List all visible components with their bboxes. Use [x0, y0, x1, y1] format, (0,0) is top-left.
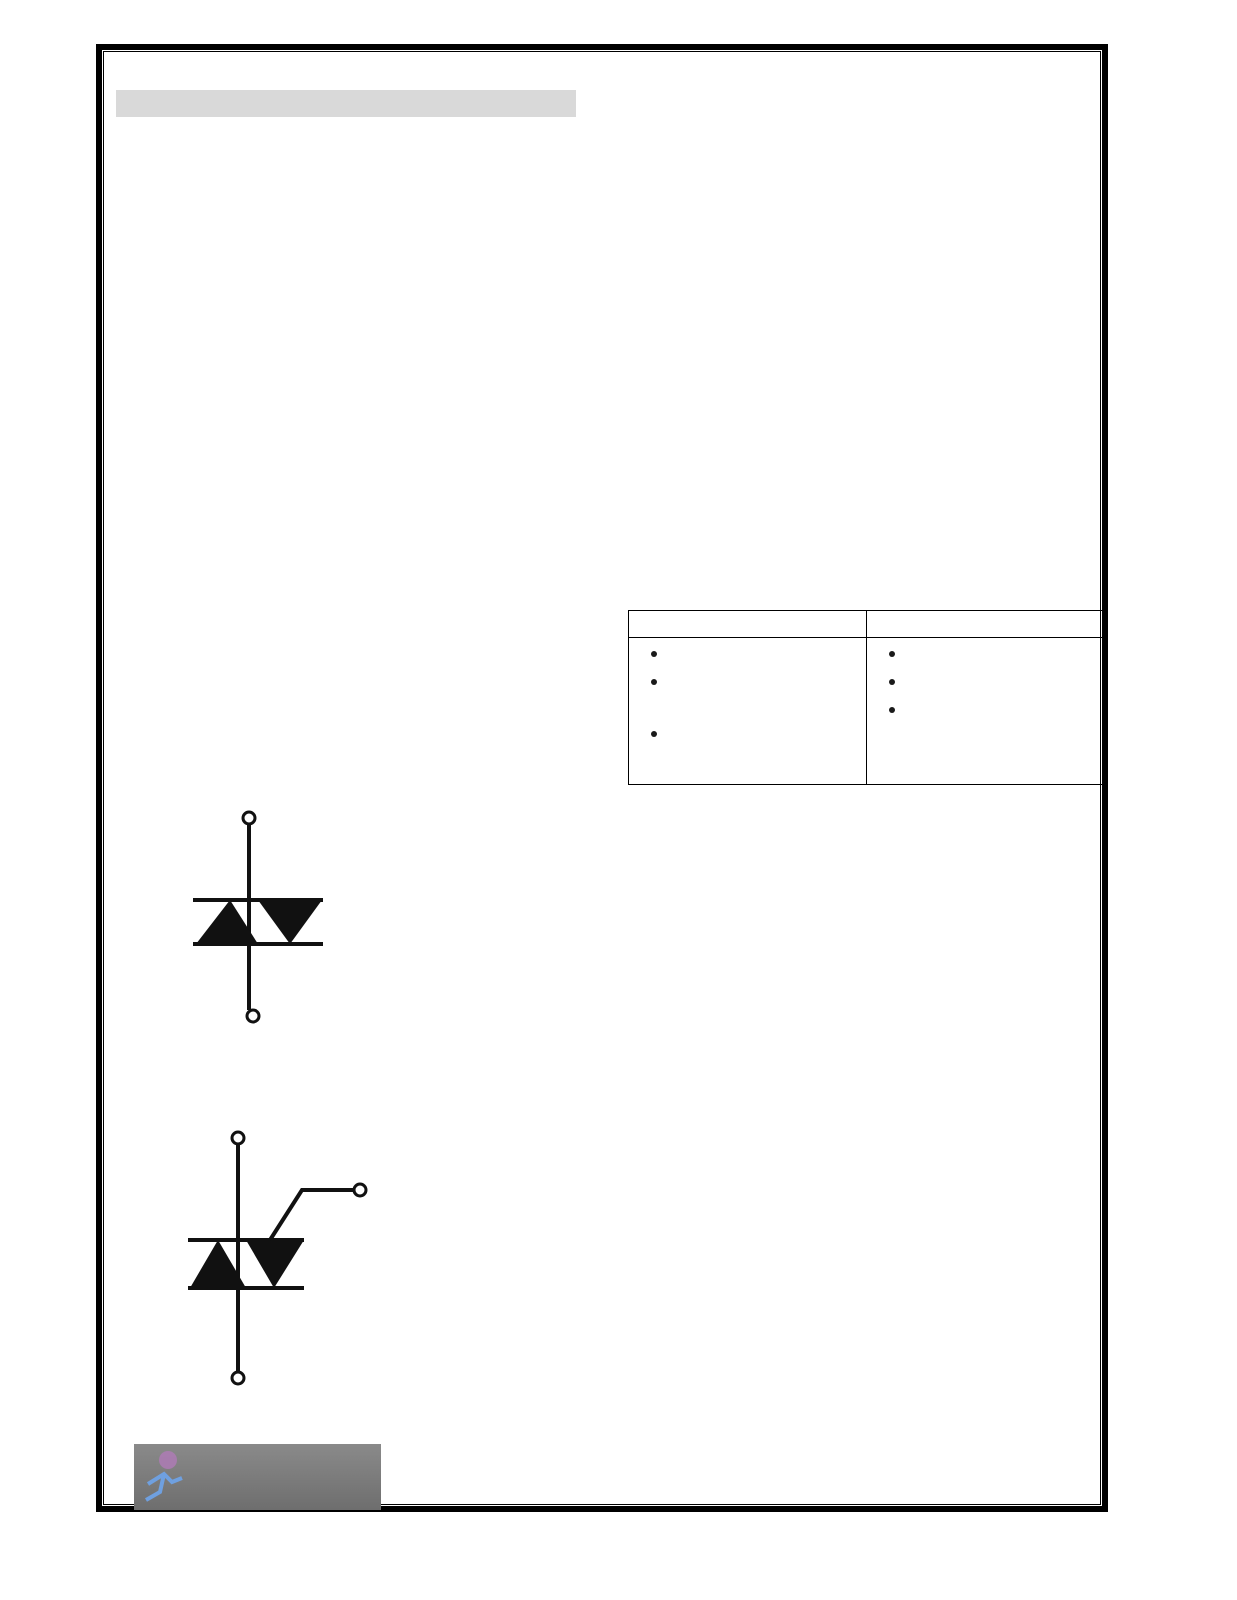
diac-symbol — [118, 800, 358, 1060]
list-item — [638, 298, 1094, 324]
terminal-circle — [243, 812, 255, 824]
list-item — [638, 116, 1094, 142]
terminal-circle — [232, 1132, 244, 1144]
arrow-bullet-icon — [672, 168, 706, 194]
arrow-bullet-icon — [118, 195, 152, 221]
table-cell-triac — [866, 638, 1104, 785]
question-10 — [638, 402, 1094, 428]
left-column — [118, 90, 576, 481]
list-item — [118, 221, 576, 247]
arrow-bullet-icon — [638, 272, 672, 298]
arrow-bullet-icon — [672, 116, 706, 142]
question-14 — [638, 610, 1094, 785]
arrow-bullet-icon — [638, 402, 672, 428]
arrow-bullet-icon — [638, 558, 672, 584]
arrow-bullet-icon — [118, 221, 152, 247]
comparison-table — [628, 610, 1104, 785]
question-6 — [638, 90, 1094, 194]
arrow-bullet-icon — [638, 298, 672, 324]
question-2 — [118, 195, 576, 299]
list-item — [638, 402, 1094, 428]
question-13 — [638, 558, 1094, 584]
list-item — [638, 142, 1094, 168]
arrow-bullet-icon — [672, 889, 706, 915]
arrow-bullet-icon — [118, 403, 152, 429]
list-item — [908, 668, 1096, 694]
gate-lead — [270, 1190, 354, 1240]
right-column — [638, 90, 1094, 915]
arrow-bullet-icon — [672, 90, 706, 116]
arrow-bullet-icon — [118, 273, 152, 299]
list-item — [118, 143, 576, 169]
list-item — [638, 272, 1094, 298]
list-item — [118, 351, 576, 377]
list-item — [118, 247, 576, 273]
list-item — [638, 220, 1094, 246]
terminal-circle — [232, 1372, 244, 1384]
unit-title — [116, 90, 576, 117]
list-item — [670, 668, 858, 694]
arrow-bullet-icon — [118, 247, 152, 273]
arrow-bullet-icon — [638, 454, 672, 480]
arrow-bullet-icon — [638, 220, 672, 246]
list-item — [638, 90, 1094, 116]
list-item — [908, 696, 1096, 722]
list-item — [908, 640, 1096, 666]
arrow-bullet-icon — [638, 350, 672, 376]
terminal-circle — [247, 1010, 259, 1022]
question-1 — [118, 143, 576, 169]
arrow-bullet-icon — [672, 142, 706, 168]
arrow-bullet-icon — [118, 351, 152, 377]
site-logo — [134, 1444, 381, 1510]
list-item — [118, 273, 576, 299]
triac-symbol — [118, 1120, 418, 1420]
question-9 — [638, 350, 1094, 376]
list-item — [670, 640, 858, 666]
list-item — [638, 168, 1094, 194]
question-11 — [638, 454, 1094, 480]
list-item — [638, 506, 1094, 532]
triangle-down — [258, 900, 322, 944]
arrow-bullet-icon — [638, 506, 672, 532]
question-7 — [638, 220, 1094, 246]
triangle-down — [246, 1240, 304, 1288]
table-header-triac — [866, 611, 1104, 638]
question-15 — [638, 863, 1094, 915]
list-item — [638, 889, 1094, 915]
list-item — [638, 454, 1094, 480]
terminal-circle — [354, 1184, 366, 1196]
arrow-bullet-icon — [118, 143, 152, 169]
list-item — [670, 720, 858, 746]
list-item — [638, 350, 1094, 376]
question-12 — [638, 506, 1094, 532]
table-cell-scr — [629, 638, 867, 785]
question-8 — [638, 272, 1094, 324]
list-item — [118, 195, 576, 221]
list-item — [638, 863, 1094, 889]
arrow-bullet-icon — [672, 863, 706, 889]
table-header-scr — [629, 611, 867, 638]
question-4 — [118, 403, 576, 429]
list-item — [118, 403, 576, 429]
runner-icon — [138, 1444, 188, 1510]
question-3 — [118, 351, 576, 377]
list-item — [638, 558, 1094, 584]
